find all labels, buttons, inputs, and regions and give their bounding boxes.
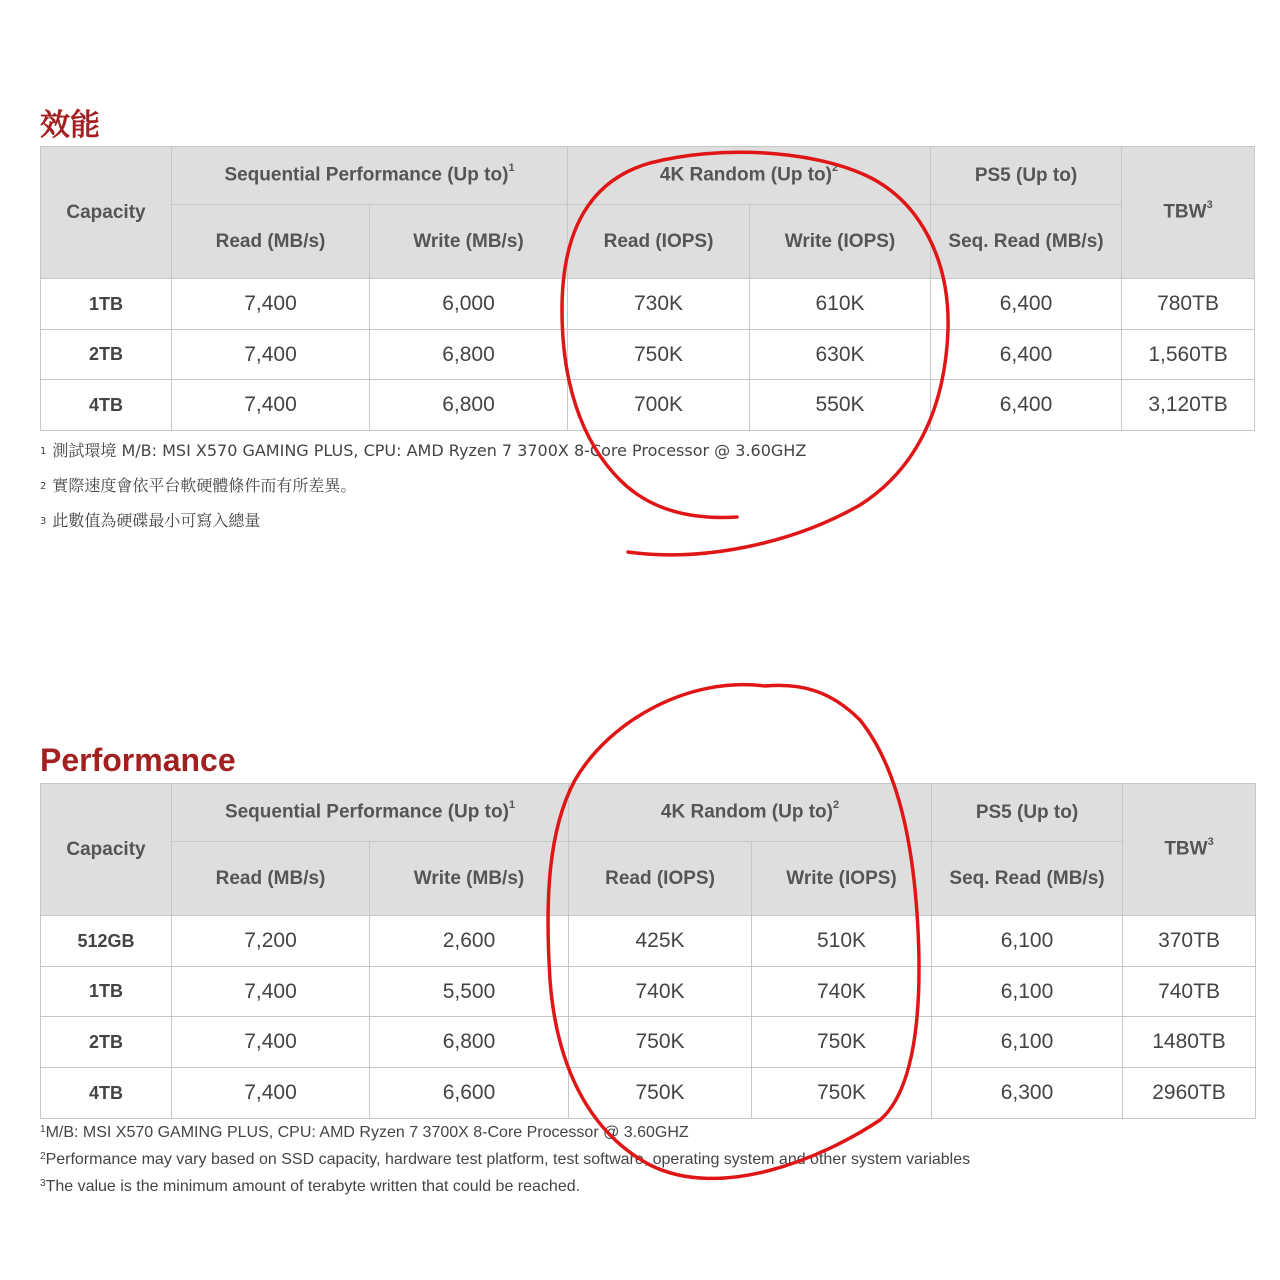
cell-tbw: 740TB [1123, 967, 1256, 1017]
cell-ps5: 6,400 [931, 380, 1122, 431]
cell-tbw: 3,120TB [1122, 380, 1255, 431]
cell-rand-read: 425K [569, 916, 752, 967]
table-row [41, 967, 1256, 1017]
header-tbw: TBW$^3$ [1123, 784, 1256, 916]
table-row [41, 916, 1256, 967]
cell-rand-read: 750K [568, 330, 750, 380]
cell-seq-read: 7,400 [172, 330, 370, 380]
cell-capacity: 1TB [41, 279, 172, 330]
header-capacity: Capacity [41, 784, 172, 916]
footnote: $^2$Performance may vary based on SSD capacity, hardware test platform, test software, operating system and other system variables [40, 1151, 971, 1168]
header-tbw: TBW$^3$ [1122, 147, 1255, 279]
header-ps5: PS5 (Up to) [931, 147, 1122, 205]
cell-rand-read: 740K [569, 967, 752, 1017]
cell-capacity: 4TB [41, 380, 172, 431]
cell-tbw: 1480TB [1123, 1017, 1256, 1068]
cell-rand-write: 740K [752, 967, 932, 1017]
header-rand-write: Write (IOPS) [752, 842, 932, 916]
cell-tbw: 780TB [1122, 279, 1255, 330]
cell-seq-read: 7,400 [172, 967, 370, 1017]
cell-rand-write: 750K [752, 1017, 932, 1068]
header-4k-random: 4K Random (Up to)$^2$ [568, 147, 931, 205]
cell-seq-read: 7,400 [172, 279, 370, 330]
cell-rand-write: 550K [750, 380, 931, 431]
table-row [41, 1017, 1256, 1068]
header-rand-read: Read (IOPS) [569, 842, 752, 916]
cell-seq-read: 7,400 [172, 1017, 370, 1068]
table-row [41, 1068, 1256, 1119]
performance-table-en [40, 783, 1256, 1119]
cell-tbw: 1,560TB [1122, 330, 1255, 380]
cell-seq-read: 7,400 [172, 1068, 370, 1119]
header-rand-read: Read (IOPS) [568, 205, 750, 279]
section-title-en: Performance [40, 742, 236, 778]
cell-rand-read: 750K [569, 1017, 752, 1068]
cell-ps5: 6,400 [931, 279, 1122, 330]
cell-rand-write: 750K [752, 1068, 932, 1119]
cell-rand-write: 610K [750, 279, 931, 330]
cell-seq-write: 6,800 [370, 1017, 569, 1068]
header-ps5-read: Seq. Read (MB/s) [932, 842, 1123, 916]
header-4k-random: 4K Random (Up to)$^2$ [569, 784, 932, 842]
cell-rand-read: 750K [569, 1068, 752, 1119]
header-sequential: Sequential Performance (Up to)$^1$ [172, 147, 568, 205]
cell-seq-write: 6,800 [370, 330, 568, 380]
cell-capacity: 2TB [41, 330, 172, 380]
cell-rand-read: 730K [568, 279, 750, 330]
section-title-zh: 效能 [40, 108, 100, 143]
footnote: 3 此數值為硬碟最小可寫入總量 [40, 511, 261, 530]
cell-ps5: 6,400 [931, 330, 1122, 380]
cell-rand-write: 630K [750, 330, 931, 380]
header-rand-write: Write (IOPS) [750, 205, 931, 279]
header-seq-write: Write (MB/s) [370, 842, 569, 916]
footnotes-en [40, 1118, 1240, 1195]
cell-capacity: 2TB [41, 1017, 172, 1068]
cell-tbw: 2960TB [1123, 1068, 1256, 1119]
cell-rand-write: 510K [752, 916, 932, 967]
header-seq-write: Write (MB/s) [370, 205, 568, 279]
footnote: 2 實際速度會依平台軟硬體條件而有所差異。 [40, 476, 357, 495]
footnote: $^3$The value is the minimum amount of terabyte written that could be reached. [40, 1178, 581, 1195]
cell-seq-write: 5,500 [370, 967, 569, 1017]
cell-seq-read: 7,200 [172, 916, 370, 967]
cell-capacity: 512GB [41, 916, 172, 967]
cell-rand-read: 700K [568, 380, 750, 431]
footnotes-zh [40, 434, 806, 539]
cell-ps5: 6,300 [932, 1068, 1123, 1119]
table-row [41, 279, 1255, 330]
cell-seq-write: 6,800 [370, 380, 568, 431]
cell-tbw: 370TB [1123, 916, 1256, 967]
cell-capacity: 1TB [41, 967, 172, 1017]
header-capacity: Capacity [41, 147, 172, 279]
footnote: 1 測試環境 M/B: MSI X570 GAMING PLUS, CPU: AMD Ryzen 7 3700X 8-Core Processor @ 3.60GHZ [40, 441, 807, 460]
footnote: $^1$M/B: MSI X570 GAMING PLUS, CPU: AMD Ryzen 7 3700X 8-Core Processor @ 3.60GHZ [40, 1124, 689, 1141]
performance-table-zh [40, 146, 1255, 431]
cell-ps5: 6,100 [932, 967, 1123, 1017]
table-row [41, 330, 1255, 380]
cell-seq-write: 6,600 [370, 1068, 569, 1119]
table-row [41, 380, 1255, 431]
header-ps5: PS5 (Up to) [932, 784, 1123, 842]
cell-seq-read: 7,400 [172, 380, 370, 431]
header-sequential: Sequential Performance (Up to)$^1$ [172, 784, 569, 842]
cell-seq-write: 6,000 [370, 279, 568, 330]
cell-ps5: 6,100 [932, 916, 1123, 967]
header-seq-read: Read (MB/s) [172, 842, 370, 916]
cell-capacity: 4TB [41, 1068, 172, 1119]
header-ps5-read: Seq. Read (MB/s) [931, 205, 1122, 279]
cell-ps5: 6,100 [932, 1017, 1123, 1068]
header-seq-read: Read (MB/s) [172, 205, 370, 279]
cell-seq-write: 2,600 [370, 916, 569, 967]
